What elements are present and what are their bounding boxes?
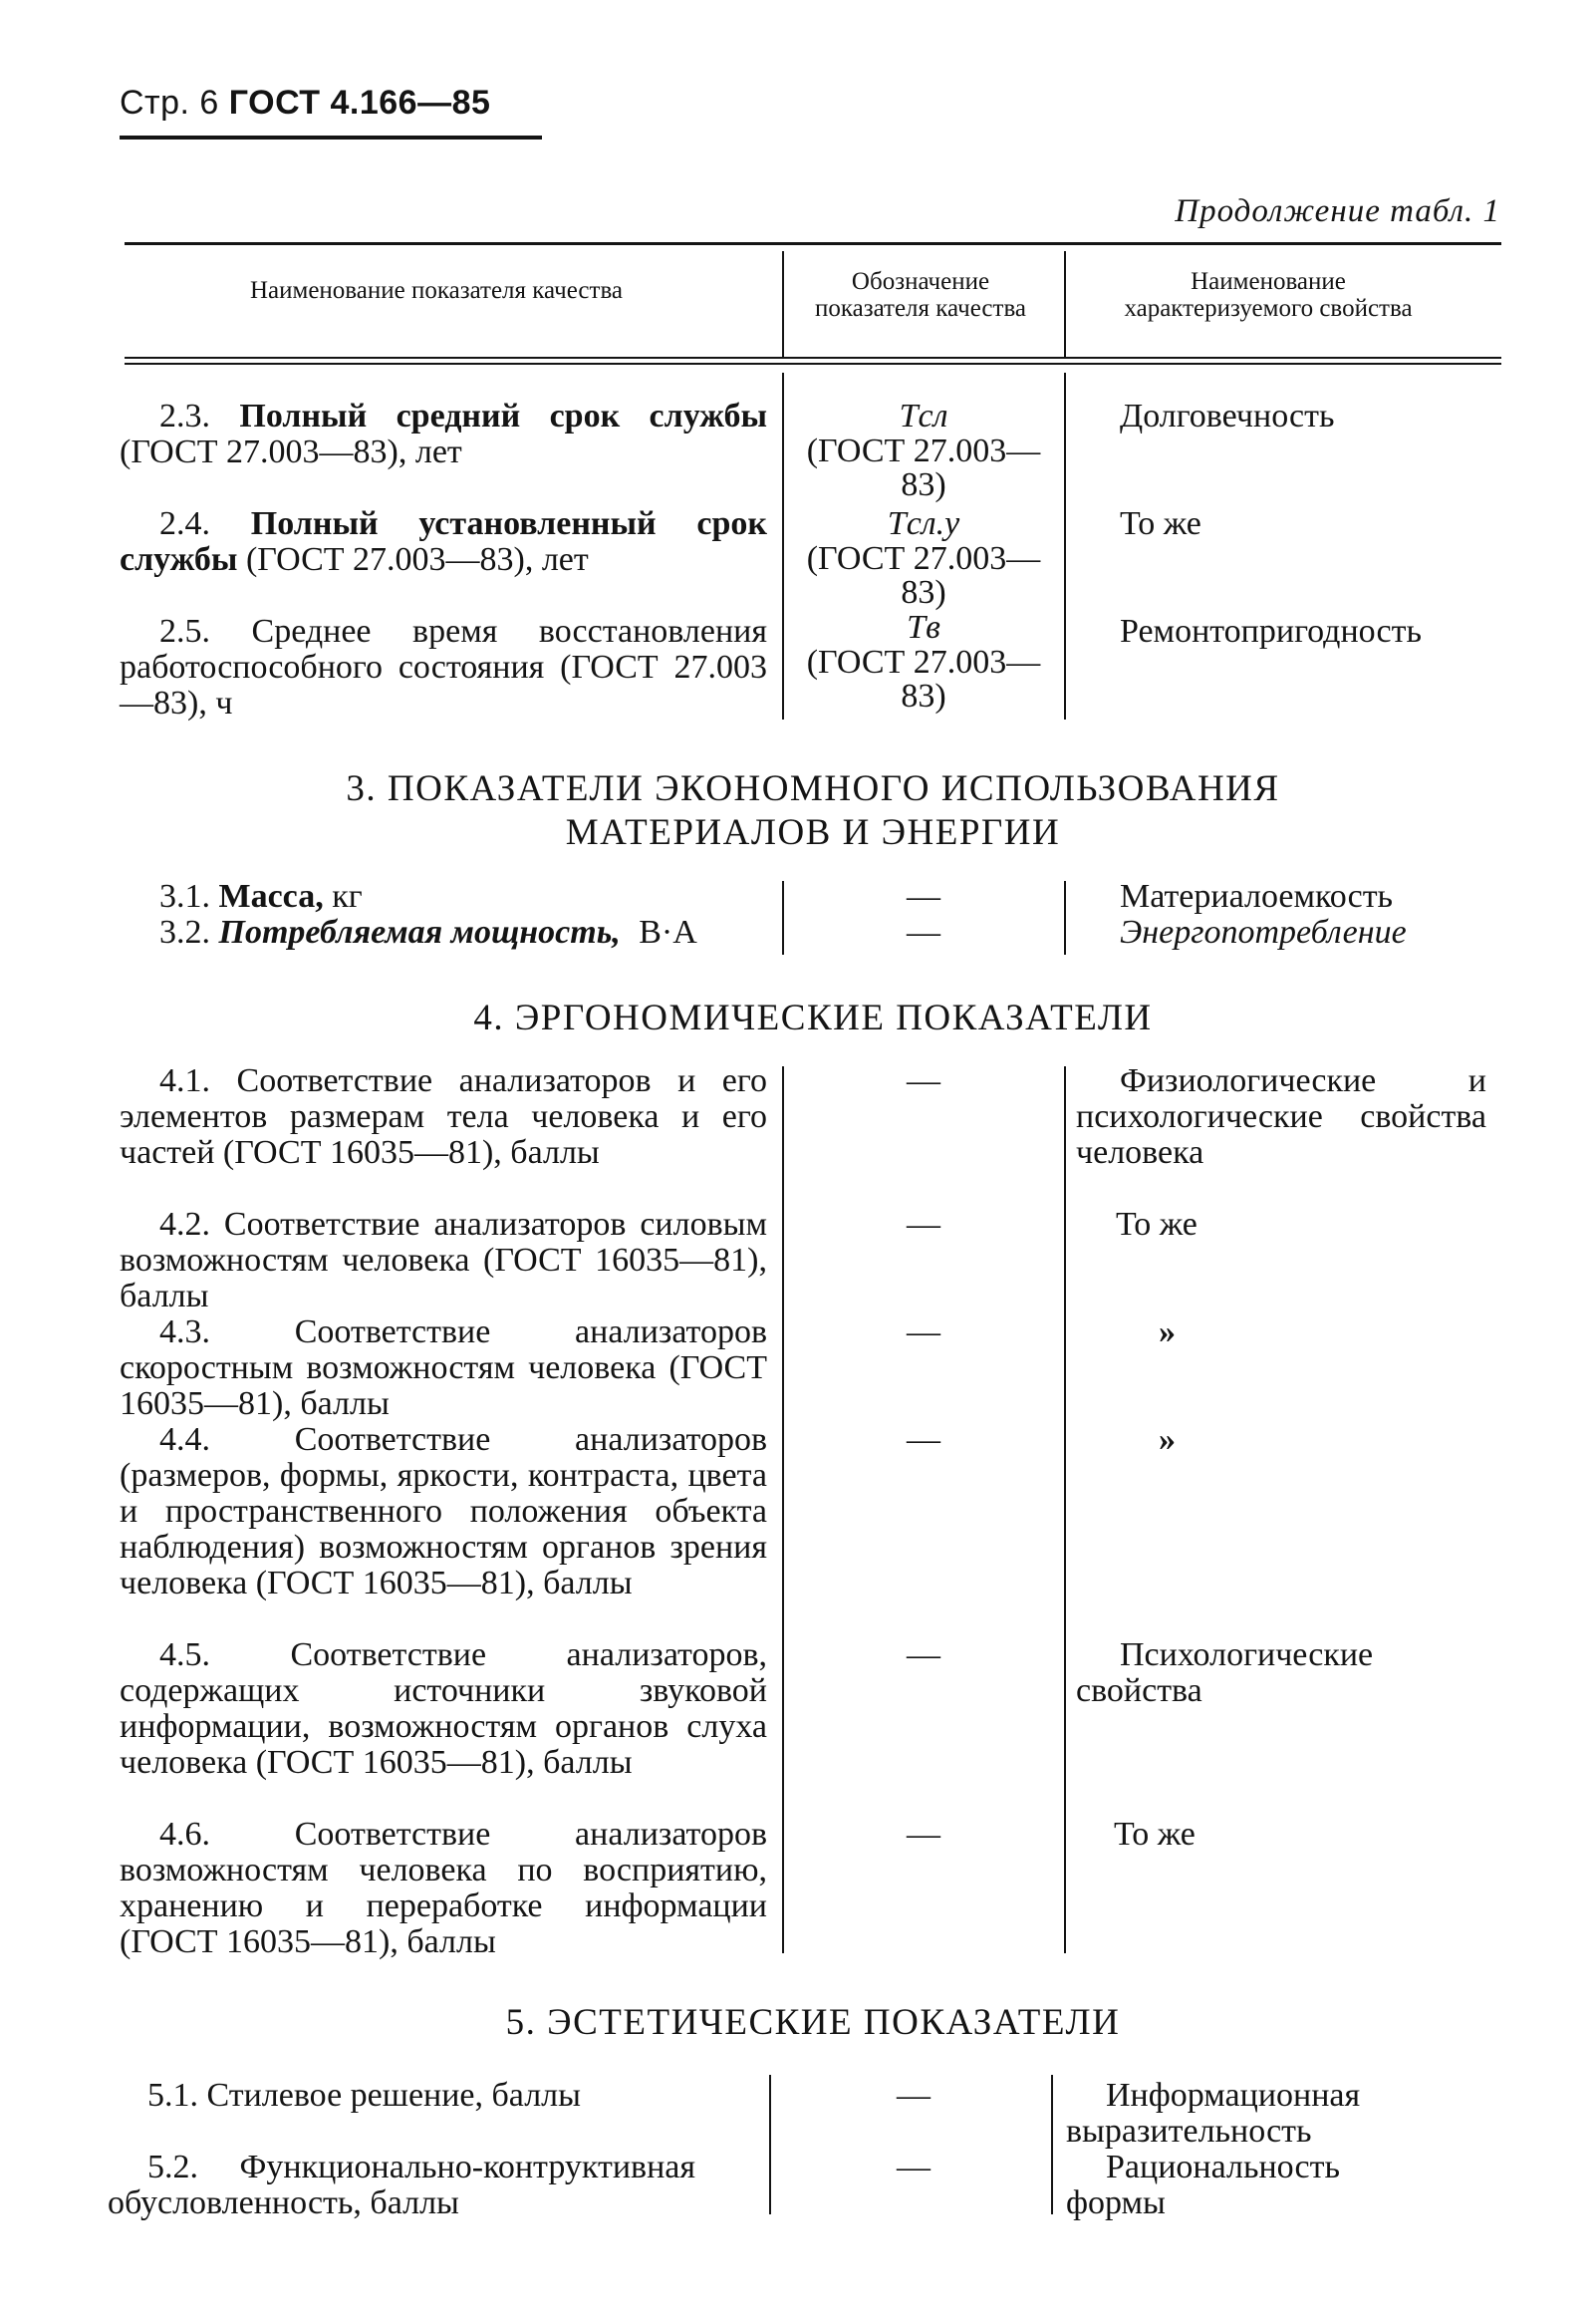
symbol-2-4: Tсл.у bbox=[887, 505, 960, 542]
property-4-1: Физиологические и психологические свойства человека bbox=[1076, 1062, 1486, 1171]
column-divider bbox=[769, 2075, 771, 2214]
property-3-2: Энергопотребление bbox=[1120, 914, 1407, 951]
column-divider bbox=[1051, 2075, 1053, 2214]
column-divider bbox=[782, 881, 784, 955]
document-code: ГОСТ 4.166—85 bbox=[228, 84, 491, 122]
property-2-4: То же bbox=[1120, 505, 1201, 542]
property-2-5: Ремонтопригодность bbox=[1120, 613, 1422, 650]
indicator-4-2: 4.2. Соответствие анализаторов силовым возможностям человека (ГОСТ 16035—81), баллы bbox=[120, 1206, 767, 1314]
dash-4-3: — bbox=[907, 1313, 940, 1350]
column-divider bbox=[1064, 373, 1066, 720]
property-4-5: Психологические свойства bbox=[1076, 1636, 1374, 1709]
indicator-2-4: 2.4. Полный установленный срок службы (ГОСТ 27.003—83), лет bbox=[120, 505, 768, 578]
property-2-3: Долговечность bbox=[1120, 398, 1335, 435]
property-4-2: То же bbox=[1116, 1206, 1197, 1243]
property-3-1: Материалоемкость bbox=[1120, 878, 1394, 915]
dash-5-1: — bbox=[897, 2077, 931, 2114]
symbol-ref-2-4: (ГОСТ 27.003—83) bbox=[806, 540, 1041, 611]
column-header-symbol: Обозначение показателя качества bbox=[814, 268, 1027, 322]
indicator-4-6: 4.6. Соответствие анализаторов возможностям человека по восприятию, хранению и переработке информации (ГОСТ 16035—81), баллы bbox=[120, 1816, 767, 1960]
column-divider bbox=[782, 1066, 784, 1953]
indicator-5-2: 5.2. Функционально-контруктивная обусловленность, баллы bbox=[108, 2149, 695, 2221]
column-divider bbox=[1064, 1066, 1066, 1953]
indicator-3-2: 3.2. Потребляемая мощность, В·А bbox=[159, 914, 697, 951]
dash-3-1: — bbox=[907, 878, 940, 915]
table-head-rule-1 bbox=[125, 357, 1501, 359]
page-number: Стр. 6 bbox=[120, 84, 219, 122]
table-continuation-label: Продолжение табл. 1 bbox=[1175, 193, 1500, 229]
property-4-4: » bbox=[1159, 1421, 1176, 1458]
dash-4-2: — bbox=[907, 1206, 940, 1243]
page-header bbox=[120, 84, 490, 123]
header-rule bbox=[120, 136, 542, 140]
symbol-ref-2-3: (ГОСТ 27.003—83) bbox=[806, 433, 1041, 503]
column-divider bbox=[1064, 881, 1066, 955]
property-5-2: Рациональность формы bbox=[1066, 2149, 1340, 2221]
table-top-rule bbox=[125, 242, 1501, 245]
symbol-2-3: Tсл bbox=[899, 398, 948, 435]
indicator-3-1: 3.1. Масса, кг bbox=[159, 878, 363, 915]
symbol-2-5: Tв bbox=[907, 609, 940, 646]
property-5-1: Информационная выразительность bbox=[1066, 2077, 1361, 2150]
dash-4-5: — bbox=[907, 1636, 940, 1673]
indicator-5-1: 5.1. Стилевое решение, баллы bbox=[147, 2077, 581, 2114]
dash-3-2: — bbox=[907, 914, 940, 951]
indicator-4-3: 4.3. Соответствие анализаторов скоростным возможностям человека (ГОСТ 16035—81), баллы bbox=[120, 1313, 767, 1422]
section-title-3: 3. ПОКАЗАТЕЛИ ЭКОНОМНОГО ИСПОЛЬЗОВАНИЯ МАТЕРИАЛОВ И ЭНЕРГИИ bbox=[346, 768, 1280, 853]
property-4-6: То же bbox=[1114, 1816, 1196, 1853]
indicator-4-1: 4.1. Соответствие анализаторов и его элементов размерам тела человека и его частей (ГОСТ 16035—81), баллы bbox=[120, 1062, 767, 1171]
symbol-ref-2-5: (ГОСТ 27.003—83) bbox=[806, 644, 1041, 715]
column-header-property: Наименование характеризуемого свойства bbox=[1124, 268, 1413, 322]
section-title-4: 4. ЭРГОНОМИЧЕСКИЕ ПОКАЗАТЕЛИ bbox=[473, 998, 1153, 1038]
dash-4-1: — bbox=[907, 1062, 940, 1099]
indicator-4-5: 4.5. Соответствие анализаторов, содержащих источники звуковой информации, возможностям органов слуха человека (ГОСТ 16035—81), баллы bbox=[120, 1636, 767, 1781]
indicator-2-5: 2.5. Среднее время восстановления работоспособного состояния (ГОСТ 27.003—83), ч bbox=[120, 613, 767, 722]
indicator-2-3: 2.3. Полный средний срок службы (ГОСТ 27.003—83), лет bbox=[120, 398, 768, 470]
property-4-3: » bbox=[1159, 1313, 1176, 1350]
table-head-rule-2 bbox=[125, 363, 1501, 365]
column-header-name: Наименование показателя качества bbox=[249, 277, 624, 304]
column-divider bbox=[782, 373, 784, 720]
section-title-5: 5. ЭСТЕТИЧЕСКИЕ ПОКАЗАТЕЛИ bbox=[505, 2002, 1121, 2043]
dash-4-4: — bbox=[907, 1421, 940, 1458]
dash-5-2: — bbox=[897, 2149, 931, 2185]
column-divider bbox=[1064, 251, 1066, 357]
dash-4-6: — bbox=[907, 1816, 940, 1853]
column-divider bbox=[782, 251, 784, 357]
indicator-4-4: 4.4. Соответствие анализаторов (размеров, формы, яркости, контраста, цвета и пространственного положения объекта наблюдения) возможностям органов зрения человека (ГОСТ 16035—81), баллы bbox=[120, 1421, 767, 1601]
